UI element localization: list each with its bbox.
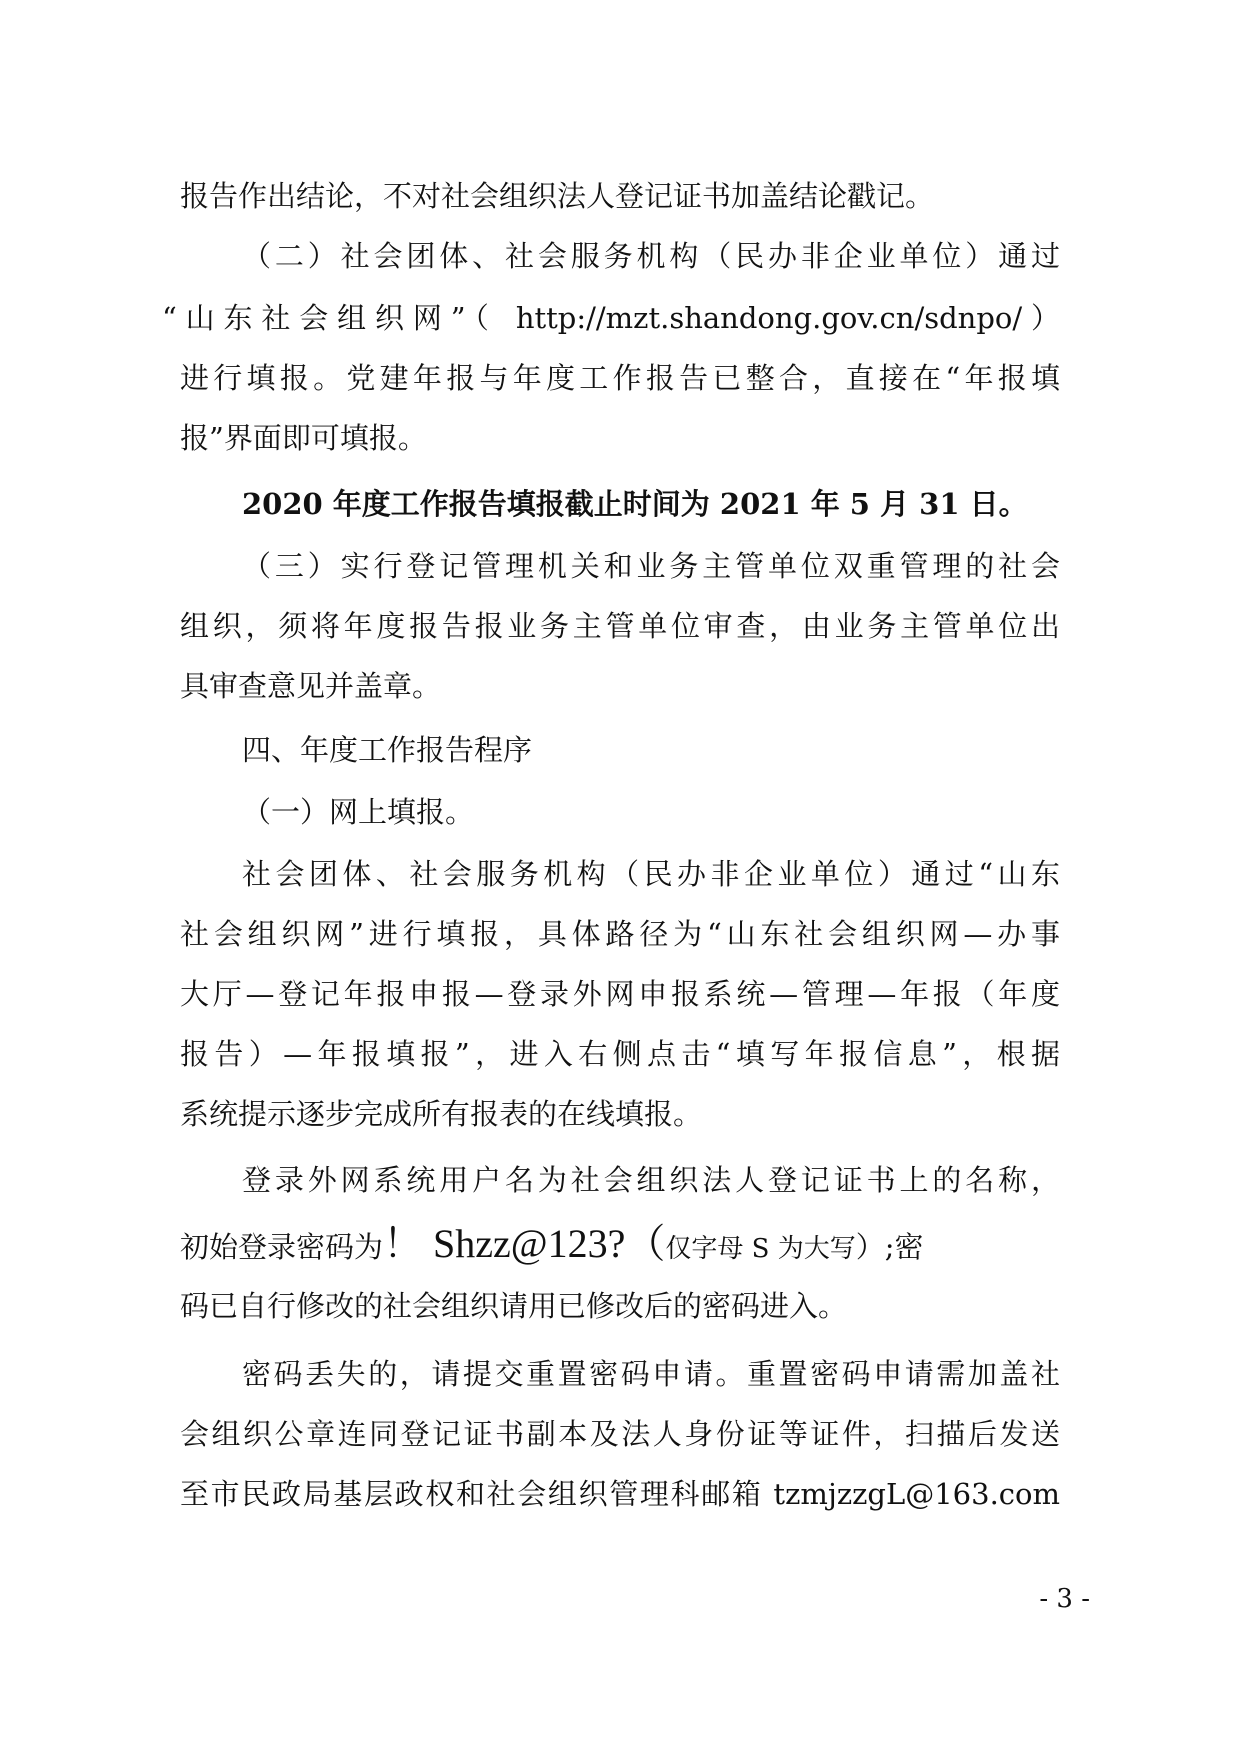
- password-note: 仅字母 S 为大写: [665, 1234, 856, 1264]
- paragraph-line-17: 登录外网系统用户名为社会组织法人登记证书上的名称，: [242, 1163, 1060, 1197]
- subsection-heading: （一）网上填报。: [242, 795, 475, 829]
- password-suffix: ）;密: [855, 1230, 924, 1264]
- paragraph-line-14: 大厅—登记年报申报—登录外网申报系统—管理—年报（年度: [180, 977, 1060, 1011]
- password-line: [180, 1220, 1060, 1268]
- initial-password: ！ Shzz@123?: [383, 1221, 626, 1266]
- password-note-open-paren: （: [625, 1221, 666, 1266]
- paragraph-line-1: 报告作出结论，不对社会组织法人登记证书加盖结论戳记。: [180, 179, 935, 213]
- paragraph-line-7: （三）实行登记管理机关和业务主管单位双重管理的社会: [242, 549, 1060, 583]
- paragraph-line-5: 报”界面即可填报。: [180, 421, 427, 455]
- section-heading: 四、年度工作报告程序: [242, 733, 533, 767]
- page-number: - 3 -: [1039, 1584, 1090, 1614]
- paragraph-line-2: （二）社会团体、社会服务机构（民办非企业单位）通过: [242, 239, 1060, 273]
- paragraph-line-3: “山东社会组织网”（ http://mzt.shandong.gov.cn/sdnpo/）: [162, 301, 1060, 335]
- paragraph-line-9: 具审查意见并盖章。: [180, 669, 442, 703]
- deadline-line: 2020 年度工作报告填报截止时间为 2021 年 5 月 31 日。: [242, 487, 1028, 521]
- password-prefix: 初始登录密码为: [180, 1230, 384, 1264]
- paragraph-line-12: 社会团体、社会服务机构（民办非企业单位）通过“山东: [242, 857, 1060, 891]
- paragraph-line-19: 码已自行修改的社会组织请用已修改后的密码进入。: [180, 1289, 848, 1323]
- paragraph-line-13: 社会组织网”进行填报，具体路径为“山东社会组织网—办事: [180, 917, 1060, 951]
- paragraph-line-4: 进行填报。党建年报与年度工作报告已整合，直接在“年报填: [180, 361, 1060, 395]
- paragraph-line-15: 报告）—年报填报”，进入右侧点击“填写年报信息”，根据: [180, 1037, 1060, 1071]
- paragraph-line-8: 组织，须将年度报告报业务主管单位审查，由业务主管单位出: [180, 609, 1060, 643]
- paragraph-line-21: 会组织公章连同登记证书副本及法人身份证等证件，扫描后发送: [180, 1417, 1060, 1451]
- paragraph-line-20: 密码丢失的，请提交重置密码申请。重置密码申请需加盖社: [242, 1357, 1060, 1391]
- paragraph-line-16: 系统提示逐步完成所有报表的在线填报。: [180, 1097, 703, 1131]
- paragraph-line-22: 至市民政局基层政权和社会组织管理科邮箱 tzmjzzgL@163.com: [180, 1477, 1060, 1511]
